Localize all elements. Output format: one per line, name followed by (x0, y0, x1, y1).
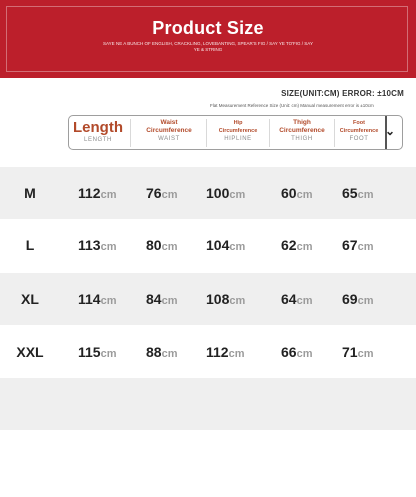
table-row (0, 273, 416, 325)
value: 67 (342, 237, 358, 253)
value: 62 (281, 237, 297, 253)
header-banner (0, 0, 416, 78)
value: 60 (281, 185, 297, 201)
table-row (0, 326, 416, 378)
unit: cm (100, 241, 117, 253)
unit: cm (296, 295, 313, 307)
value: 104 (206, 237, 230, 253)
unit: cm (228, 348, 245, 360)
legend-foot-title: Foot Circumference (339, 120, 379, 134)
value: 84 (146, 291, 162, 307)
foot-value (342, 219, 373, 271)
value: 108 (206, 291, 230, 307)
unit: cm (357, 241, 374, 253)
hip-value (206, 326, 245, 378)
unit: cm (100, 189, 117, 201)
value: 65 (342, 185, 358, 201)
legend-divider (269, 119, 270, 147)
legend-thigh (272, 119, 332, 142)
value: 114 (78, 291, 101, 307)
unit: cm (357, 348, 374, 360)
hip-value (206, 167, 245, 219)
legend-thigh-title: Thigh Circumference (279, 119, 325, 134)
size-label: XXL (16, 344, 44, 360)
waist-value (146, 167, 177, 219)
waist-value (146, 326, 177, 378)
legend-foot-code: FOOT (349, 136, 369, 142)
unit: cm (296, 189, 313, 201)
legend-divider (130, 119, 131, 147)
legend-waist-code: WAIST (158, 136, 180, 142)
value: 115 (78, 344, 101, 360)
legend-waist (133, 119, 205, 142)
thigh-value (281, 273, 312, 325)
hip-value (206, 273, 245, 325)
table-row (0, 219, 416, 271)
unit: cm (229, 189, 246, 201)
unit: cm (161, 189, 178, 201)
value: 69 (342, 291, 358, 307)
value: 66 (281, 344, 297, 360)
legend-thigh-code: THIGH (291, 136, 313, 142)
legend-length-code: LENGTH (84, 137, 112, 143)
length-value (78, 326, 117, 378)
foot-value (342, 326, 373, 378)
banner-title: Product Size (152, 18, 264, 38)
waist-value (146, 273, 177, 325)
unit: cm (161, 348, 178, 360)
unit: cm (357, 295, 374, 307)
value: 80 (146, 237, 162, 253)
legend-foot (335, 119, 383, 142)
size-label: XL (21, 291, 39, 307)
value: 112 (78, 185, 101, 201)
unit: cm (296, 241, 313, 253)
length-value (78, 219, 117, 271)
legend-waist-title: Waist Circumference (146, 119, 192, 134)
legend-length (69, 119, 127, 143)
measurement-legend (68, 115, 403, 150)
legend-divider (206, 119, 207, 147)
length-value (78, 167, 117, 219)
unit: cm (357, 189, 374, 201)
size-label: L (25, 237, 35, 253)
table-row-empty (0, 378, 416, 430)
value: 71 (342, 344, 358, 360)
legend-hip (209, 119, 267, 142)
measurement-note: Flat Measurement Reference Size (Unit: cm) Manual measurement error is ±10cm (210, 103, 374, 108)
thigh-value (281, 167, 312, 219)
thigh-value (281, 326, 312, 378)
size-unit-note: SIZE(UNIT:CM) ERROR: ±10CM (281, 89, 404, 98)
value: 100 (206, 185, 230, 201)
unit: cm (100, 295, 117, 307)
unit: cm (229, 241, 246, 253)
legend-hip-code: HIPLINE (224, 136, 252, 142)
banner-frame (6, 6, 408, 72)
size-label: M (24, 185, 36, 201)
hip-value (206, 219, 245, 271)
value: 88 (146, 344, 162, 360)
length-value (78, 273, 117, 325)
unit: cm (296, 348, 313, 360)
legend-length-title: Length (73, 119, 123, 136)
value: 76 (146, 185, 162, 201)
foot-value (342, 167, 373, 219)
legend-hip-title: Hip Circumference (218, 120, 258, 134)
unit: cm (161, 241, 178, 253)
waist-value (146, 219, 177, 271)
unit: cm (100, 348, 117, 360)
unit: cm (229, 295, 246, 307)
foot-value (342, 273, 373, 325)
value: 112 (206, 344, 229, 360)
chevron-down-icon: ⌄ (384, 124, 395, 138)
value: 64 (281, 291, 297, 307)
unit: cm (161, 295, 178, 307)
table-row (0, 167, 416, 219)
thigh-value (281, 219, 312, 271)
value: 113 (78, 237, 101, 253)
banner-subtitle: SAYE NE A BUNCH OF ENGLISH, CRACKLING, LOVEBANTING, SPEAR'S FIG / SAY YE TO'FIG / SAY YE & STRING (103, 41, 313, 52)
